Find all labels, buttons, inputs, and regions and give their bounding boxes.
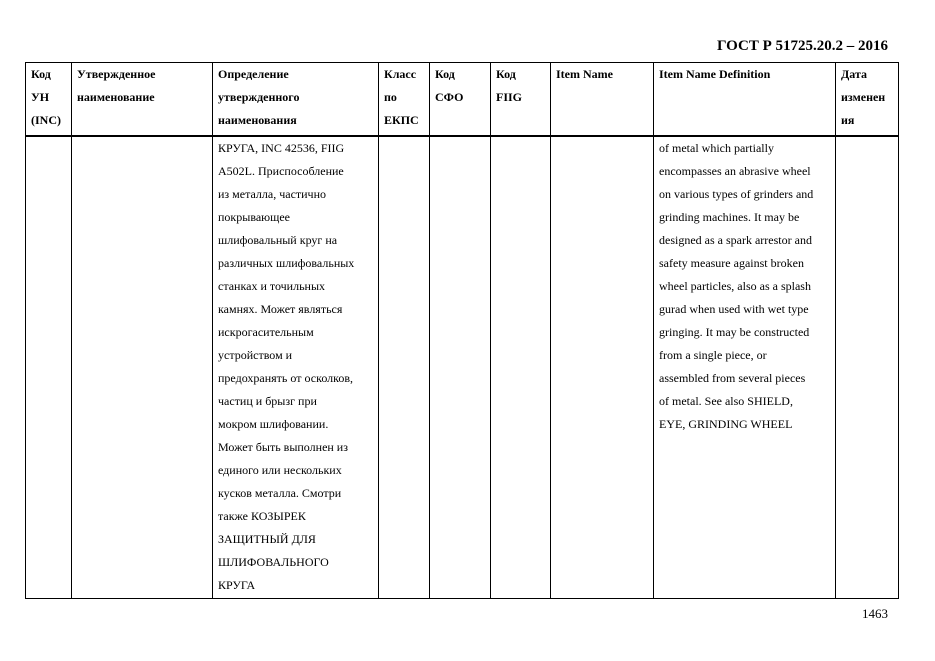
text-line: encompasses an abrasive wheel — [659, 164, 811, 178]
column-header-line: Код — [435, 67, 455, 81]
text-line: единого или нескольких — [218, 463, 342, 477]
text-line: of metal which partially — [659, 141, 774, 155]
column-header-line: Дата — [841, 67, 867, 81]
column-header-fiig-code — [491, 63, 551, 137]
text-line: designed as a spark arrestor and — [659, 233, 812, 247]
column-header-line: наименование — [77, 90, 155, 104]
cell-sfo-code — [430, 136, 491, 599]
text-line: предохранять от осколков, — [218, 371, 354, 385]
text-line: камнях. Может являться — [218, 302, 343, 316]
column-header-line: утвержденного — [218, 90, 300, 104]
column-header-definition — [213, 63, 379, 137]
column-header-sfo-code — [430, 63, 491, 137]
column-header-inc-code — [26, 63, 72, 137]
cell-item-name-definition — [654, 136, 836, 599]
document-standard-header: ГОСТ Р 51725.20.2 – 2016 — [716, 38, 888, 54]
text-line: мокром шлифовании. — [218, 417, 329, 431]
text-line: Может быть выполнен из — [218, 440, 348, 454]
column-header-line: FIIG — [496, 90, 523, 104]
text-line: gurad when used with wet type — [659, 302, 809, 316]
text-line: of metal. See also SHIELD, — [659, 394, 793, 408]
classifier-table — [25, 62, 899, 599]
text-line: ЗАЩИТНЫЙ ДЛЯ — [218, 532, 316, 546]
column-header-item-name — [551, 63, 654, 137]
text-line: покрывающее — [218, 210, 291, 224]
column-header-approved-name — [72, 63, 213, 137]
text-line: assembled from several pieces — [659, 371, 806, 385]
cell-approved-name — [72, 136, 213, 599]
column-header-line: Item Name Definition — [659, 67, 771, 81]
column-header-line: Код — [496, 67, 516, 81]
text-line: A502L. Приспособление — [218, 164, 344, 178]
column-header-line: СФО — [435, 90, 464, 104]
column-header-line: наименования — [218, 113, 297, 127]
cell-change-date — [836, 136, 899, 599]
cell-ekps-class — [379, 136, 430, 599]
page-number: 1463 — [862, 606, 888, 621]
column-header-line: по — [384, 90, 397, 104]
column-header-line: ия — [841, 113, 855, 127]
table-row — [26, 136, 899, 599]
column-header-line: Класс — [384, 67, 417, 81]
text-line: EYE, GRINDING WHEEL — [659, 417, 793, 431]
text-line: также КОЗЫРЕК — [218, 509, 306, 523]
text-line: КРУГА, INC 42536, FIIG — [218, 141, 345, 155]
column-header-line: УН — [31, 90, 50, 104]
column-header-line: (INC) — [31, 113, 61, 127]
column-header-line: Код — [31, 67, 51, 81]
column-header-line: изменен — [841, 90, 886, 104]
text-line: частиц и брызг при — [218, 394, 317, 408]
text-line: искрогасительным — [218, 325, 314, 339]
cell-fiig-code — [491, 136, 551, 599]
text-line: станках и точильных — [218, 279, 326, 293]
text-line: различных шлифовальных — [218, 256, 355, 270]
column-header-line: Определение — [218, 67, 289, 81]
column-header-line: Item Name — [556, 67, 613, 81]
text-line: grinding machines. It may be — [659, 210, 800, 224]
cell-item-name — [551, 136, 654, 599]
text-line: from a single piece, or — [659, 348, 767, 362]
text-line: КРУГА — [218, 578, 256, 592]
column-header-ekps-class — [379, 63, 430, 137]
column-header-change-date — [836, 63, 899, 137]
text-line: gringing. It may be constructed — [659, 325, 810, 339]
cell-definition — [213, 136, 379, 599]
text-line: safety measure against broken — [659, 256, 804, 270]
text-line: шлифовальный круг на — [218, 233, 338, 247]
column-header-item-name-definition — [654, 63, 836, 137]
text-line: кусков металла. Смотри — [218, 486, 342, 500]
definition-text-en — [654, 137, 835, 436]
text-line: on various types of grinders and — [659, 187, 814, 201]
text-line: wheel particles, also as a splash — [659, 279, 811, 293]
table-header-row — [26, 63, 899, 137]
text-line: из металла, частично — [218, 187, 327, 201]
definition-text-ru — [213, 137, 378, 597]
text-line: устройством и — [218, 348, 293, 362]
cell-inc-code — [26, 136, 72, 599]
column-header-line: Утвержденное — [77, 67, 156, 81]
column-header-line: ЕКПС — [384, 113, 419, 127]
text-line: ШЛИФОВАЛЬНОГО — [218, 555, 329, 569]
